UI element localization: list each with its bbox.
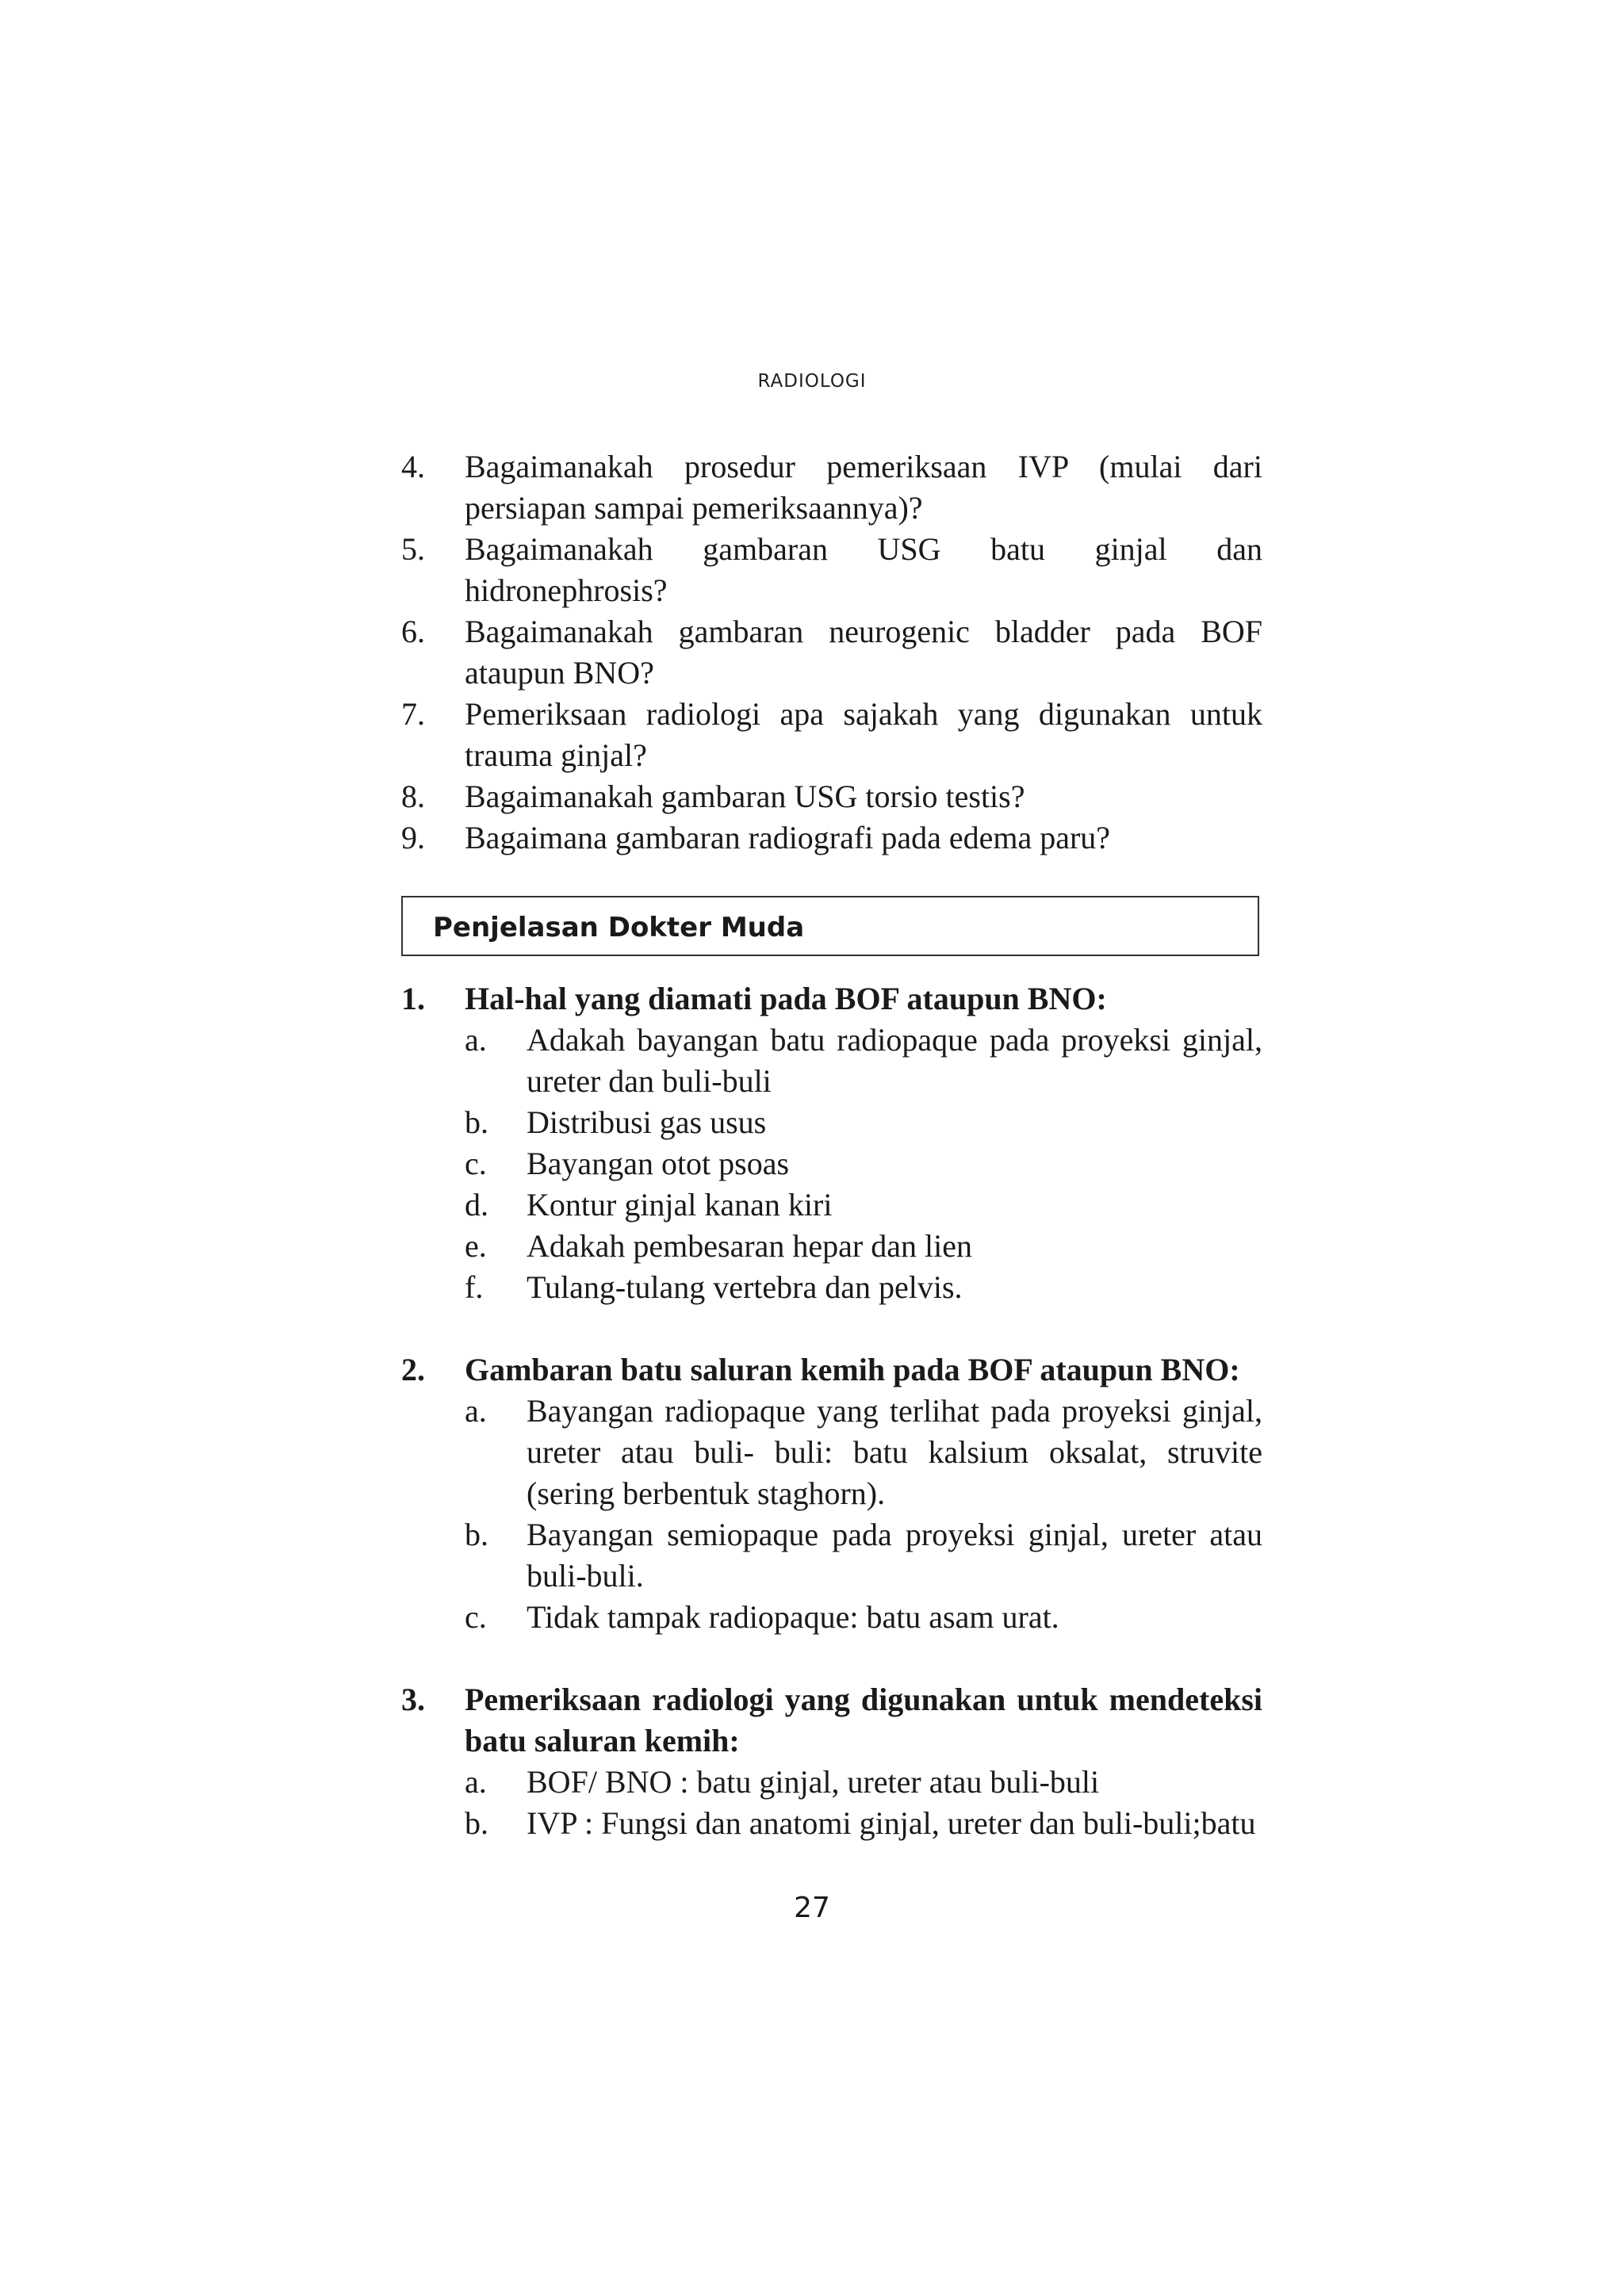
question-item [401, 776, 1262, 817]
subitem-text: Kontur ginjal kanan kiri [527, 1187, 833, 1223]
question-item [401, 817, 1262, 859]
subitem-text: Distribusi gas usus [527, 1104, 767, 1140]
subitem-letter: b. [465, 1517, 488, 1552]
question-number: 9. [401, 820, 425, 855]
answer-heading [401, 1349, 1262, 1391]
question-item [401, 446, 1262, 529]
question-number: 5. [401, 531, 425, 567]
question-item [401, 611, 1262, 694]
question-text: Bagaimanakah gambaran neurogenic bladder pada BOF ataupun BNO? [465, 614, 1262, 691]
answer-subitem [401, 1184, 1262, 1226]
subitem-letter: d. [465, 1187, 488, 1223]
subitem-letter: b. [465, 1104, 488, 1140]
section-box [401, 896, 1259, 956]
subitem-letter: e. [465, 1228, 487, 1264]
question-number: 7. [401, 696, 425, 732]
running-header: RADIOLOGI [757, 371, 867, 392]
page-number: 27 [794, 1892, 830, 1924]
subitem-text: Bayangan semiopaque pada proyeksi ginjal, ureter atau buli-buli. [527, 1517, 1262, 1594]
question-text: Bagaimanakah gambaran USG batu ginjal dan hidronephrosis? [465, 531, 1262, 608]
question-text: Bagaimanakah prosedur pemeriksaan IVP (mulai dari persiapan sampai pemeriksaannya)? [465, 449, 1262, 526]
answer-list [401, 978, 1262, 1844]
answer-heading [401, 978, 1262, 1020]
question-number: 8. [401, 779, 425, 814]
subitem-letter: c. [465, 1599, 487, 1635]
answer-subitem [401, 1143, 1262, 1184]
section-box-title: Penjelasan Dokter Muda [433, 912, 805, 943]
answer-subitem [401, 1020, 1262, 1102]
subitem-text: Bayangan otot psoas [527, 1146, 790, 1181]
answer-number: 2. [401, 1352, 425, 1387]
question-item [401, 694, 1262, 776]
answer-heading-text: Hal-hal yang diamati pada BOF ataupun BNO: [465, 981, 1107, 1016]
answer-number: 3. [401, 1682, 425, 1717]
question-number: 6. [401, 614, 425, 649]
subitem-text: Tidak tampak radiopaque: batu asam urat. [527, 1599, 1059, 1635]
answer-subitem [401, 1226, 1262, 1267]
subitem-letter: a. [465, 1393, 487, 1429]
subitem-text: Adakah pembesaran hepar dan lien [527, 1228, 972, 1264]
answer-subitem [401, 1597, 1262, 1638]
subitem-text: Tulang-tulang vertebra dan pelvis. [527, 1269, 963, 1305]
answer-subitem [401, 1514, 1262, 1597]
question-text: Bagaimana gambaran radiografi pada edema paru? [465, 820, 1111, 855]
question-number: 4. [401, 449, 425, 484]
subitem-letter: b. [465, 1805, 488, 1841]
paragraph-gap [401, 1638, 1262, 1679]
question-text: Bagaimanakah gambaran USG torsio testis? [465, 779, 1025, 814]
answer-subitem [401, 1762, 1262, 1803]
subitem-letter: c. [465, 1146, 487, 1181]
subitem-letter: f. [465, 1269, 484, 1305]
answer-subitem [401, 1102, 1262, 1143]
subitem-letter: a. [465, 1022, 487, 1058]
answer-heading-text: Pemeriksaan radiologi yang digunakan untuk mendeteksi batu saluran kemih: [465, 1682, 1262, 1758]
subitem-text: IVP : Fungsi dan anatomi ginjal, ureter dan buli-buli;batu [527, 1805, 1256, 1841]
answer-heading-text: Gambaran batu saluran kemih pada BOF ataupun BNO: [465, 1352, 1240, 1387]
subitem-text: Bayangan radiopaque yang terlihat pada proyeksi ginjal, ureter atau buli- buli: batu kalsium oksalat, struvite (sering berbentuk staghorn). [527, 1393, 1262, 1511]
subitem-text: BOF/ BNO : batu ginjal, ureter atau buli-buli [527, 1764, 1100, 1800]
answer-subitem [401, 1391, 1262, 1514]
answer-heading [401, 1679, 1262, 1762]
question-text: Pemeriksaan radiologi apa sajakah yang digunakan untuk trauma ginjal? [465, 696, 1262, 773]
paragraph-gap [401, 1308, 1262, 1349]
subitem-text: Adakah bayangan batu radiopaque pada proyeksi ginjal, ureter dan buli-buli [527, 1022, 1262, 1099]
subitem-letter: a. [465, 1764, 487, 1800]
answer-number: 1. [401, 981, 425, 1016]
question-item [401, 529, 1262, 611]
answer-subitem [401, 1267, 1262, 1308]
question-list [401, 446, 1262, 859]
answer-subitem [401, 1803, 1262, 1844]
